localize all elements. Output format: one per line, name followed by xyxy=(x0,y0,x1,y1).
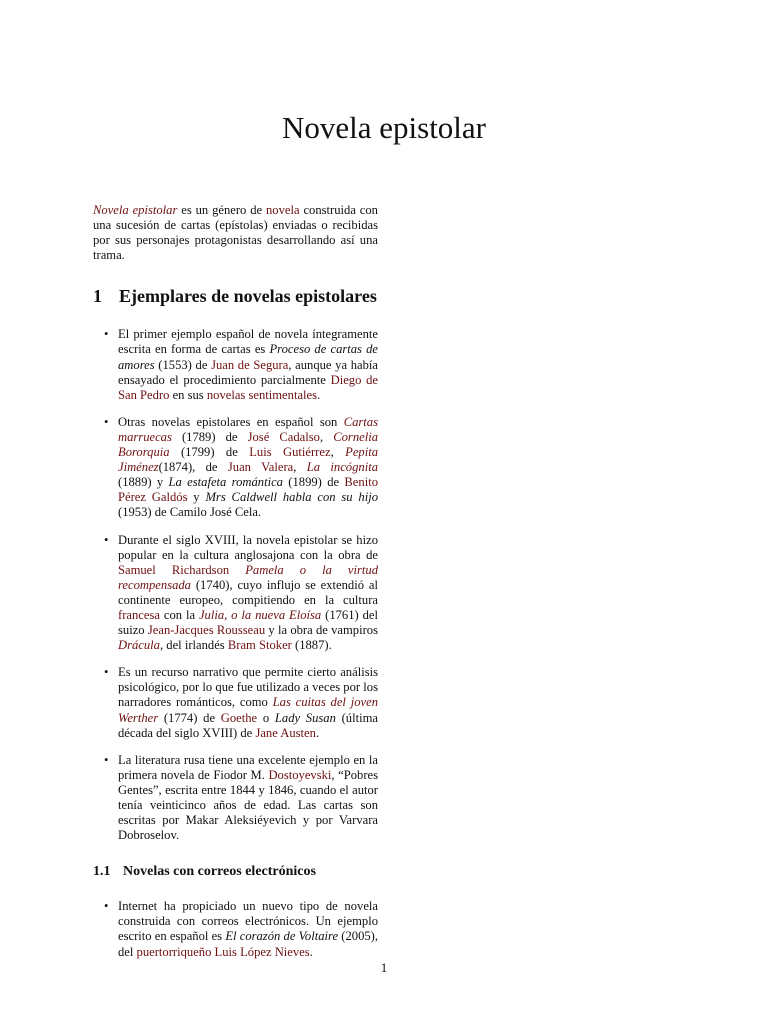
italic-text: El corazón de Voltaire xyxy=(225,929,339,944)
list-item xyxy=(93,415,378,521)
text-run: (1799) de xyxy=(169,445,250,460)
text-run: (1740), cuyo influjo se extendió al continente europeo, compitiendo en la cultura xyxy=(118,577,378,607)
article-link[interactable]: Dostoyevski xyxy=(268,767,332,782)
text-run: Es un recurso narrativo que permite cierto análisis psicológico, por lo que fue utilizado a veces por los narradores románticos, como xyxy=(118,665,378,710)
article-link[interactable]: Drácula xyxy=(118,638,160,653)
text-run: Internet ha propiciado un nuevo tipo de novela construida con correos electrónicos. Un ejemplo escrito en español es xyxy=(118,899,378,944)
article-link[interactable]: Pepita Jiménez xyxy=(118,445,378,475)
text-run: (1889) y xyxy=(118,475,169,490)
examples-list xyxy=(93,327,378,843)
list-item xyxy=(93,753,378,844)
article-link[interactable]: novelas sentimentales xyxy=(206,387,318,402)
article-link[interactable]: francesa xyxy=(118,607,160,622)
text-run: es un género de xyxy=(177,203,266,217)
article-link[interactable]: Julia, o la nueva Eloísa xyxy=(198,607,322,622)
article-body xyxy=(93,203,378,972)
article-link[interactable]: Las cuitas del joven Werther xyxy=(118,695,378,725)
text-run: y xyxy=(187,490,206,505)
article-link[interactable]: Bram Stoker xyxy=(227,638,292,653)
italic-text: Proceso de cartas de amores xyxy=(118,342,378,372)
section-heading xyxy=(93,285,378,307)
text-run: , aunque ya había ensayado el procedimiento parcialmente xyxy=(118,357,378,387)
subsection-heading xyxy=(93,863,378,881)
subsection-title: Novelas con correos electrónicos xyxy=(123,864,316,880)
subsection-number: 1.1 xyxy=(93,864,111,880)
article-link[interactable]: Pamela o la virtud recompensada xyxy=(118,562,378,592)
intro-paragraph xyxy=(93,203,378,263)
text-run xyxy=(229,563,245,577)
text-run: , “Pobres Gentes”, escrita entre 1844 y 1846, cuando el autor tenía veinticinco años de edad. Las cartas son escritas por Makar Aleksiéyevich y por Varvara Dobroselov. xyxy=(118,767,379,843)
text-run: , xyxy=(293,460,307,475)
text-run: . xyxy=(317,387,321,402)
article-link[interactable]: Samuel Richardson xyxy=(118,562,230,577)
article-link[interactable]: La incógnita xyxy=(306,460,378,475)
text-run: , xyxy=(319,429,334,444)
text-run: (1761) del suizo xyxy=(118,607,378,638)
page-number: 1 xyxy=(380,960,388,975)
italic-text: Mrs Caldwell habla con su hijo xyxy=(205,490,379,505)
text-run: o xyxy=(257,710,275,725)
article-link[interactable]: Juan Valera xyxy=(227,460,294,475)
text-run: (1887). xyxy=(291,638,332,653)
text-run: construida con una sucesión de cartas (epístolas) enviadas o recibidas por sus personajes protagonistas desarrollando así una trama. xyxy=(93,203,378,263)
text-run: El primer ejemplo español de novela íntegramente escrita en forma de cartas es xyxy=(118,327,378,357)
article-link[interactable]: Luis Gutiérrez xyxy=(249,445,331,460)
email-novels-list xyxy=(93,899,378,959)
text-run: y la obra de vampiros xyxy=(265,623,378,638)
text-run: (última década del siglo XVIII) de xyxy=(118,710,378,740)
text-run: (1953) de Camilo José Cela. xyxy=(118,505,262,520)
article-link[interactable]: Jean-Jacques Rousseau xyxy=(147,623,266,638)
article-link[interactable]: Juan de Segura xyxy=(211,357,289,372)
list-item xyxy=(93,899,378,959)
article-link[interactable]: Novela xyxy=(93,203,129,217)
text-run: (1874), de xyxy=(158,460,228,475)
italic-text: La estafeta romántica xyxy=(168,475,283,490)
article-link[interactable]: epistolar xyxy=(132,203,178,217)
text-run: . xyxy=(315,725,320,740)
text-run: Durante el siglo XVIII, la novela epistolar se hizo popular en la cultura anglosajona con la obra de xyxy=(118,532,378,562)
list-item xyxy=(93,327,378,402)
article-link[interactable]: José Cadalso xyxy=(247,429,320,444)
text-run: (1789) de xyxy=(171,429,248,444)
article-link[interactable]: novela xyxy=(266,203,300,217)
text-run: con la xyxy=(159,607,199,622)
text-run: (1899) de xyxy=(282,475,345,490)
article-link[interactable]: puertorriqueño xyxy=(136,944,212,959)
text-run: en sus xyxy=(169,387,207,402)
text-run: , xyxy=(330,445,346,460)
text-run: La literatura rusa tiene una excelente ejemplo en la primera novela de Fiodor M. xyxy=(118,752,378,782)
article-link[interactable]: Jane Austen xyxy=(255,725,316,740)
list-item xyxy=(93,533,378,654)
text-run: Otras novelas epistolares en español son xyxy=(118,414,344,429)
article-link[interactable]: Cornelia Bororquia xyxy=(118,429,378,460)
article-link[interactable]: Goethe xyxy=(220,710,258,725)
article-link[interactable]: Cartas marruecas xyxy=(118,414,378,444)
text-run: (1553) de xyxy=(154,357,212,372)
text-run: (1774) de xyxy=(158,710,221,725)
italic-text: Lady Susan xyxy=(274,710,336,725)
text-run: (2005), del xyxy=(118,929,379,959)
text-run: , del irlandés xyxy=(159,638,228,653)
section-number: 1 xyxy=(93,286,102,307)
article-link[interactable]: Diego de San Pedro xyxy=(118,372,378,402)
article-link[interactable]: Luis López Nieves xyxy=(214,944,310,959)
page-title: Novela epistolar xyxy=(281,110,486,145)
section-title: Ejemplares de novelas epistolares xyxy=(119,286,377,307)
list-item xyxy=(93,665,378,740)
article-link[interactable]: Benito Pérez Galdós xyxy=(118,475,378,505)
text-run: . xyxy=(309,944,313,959)
